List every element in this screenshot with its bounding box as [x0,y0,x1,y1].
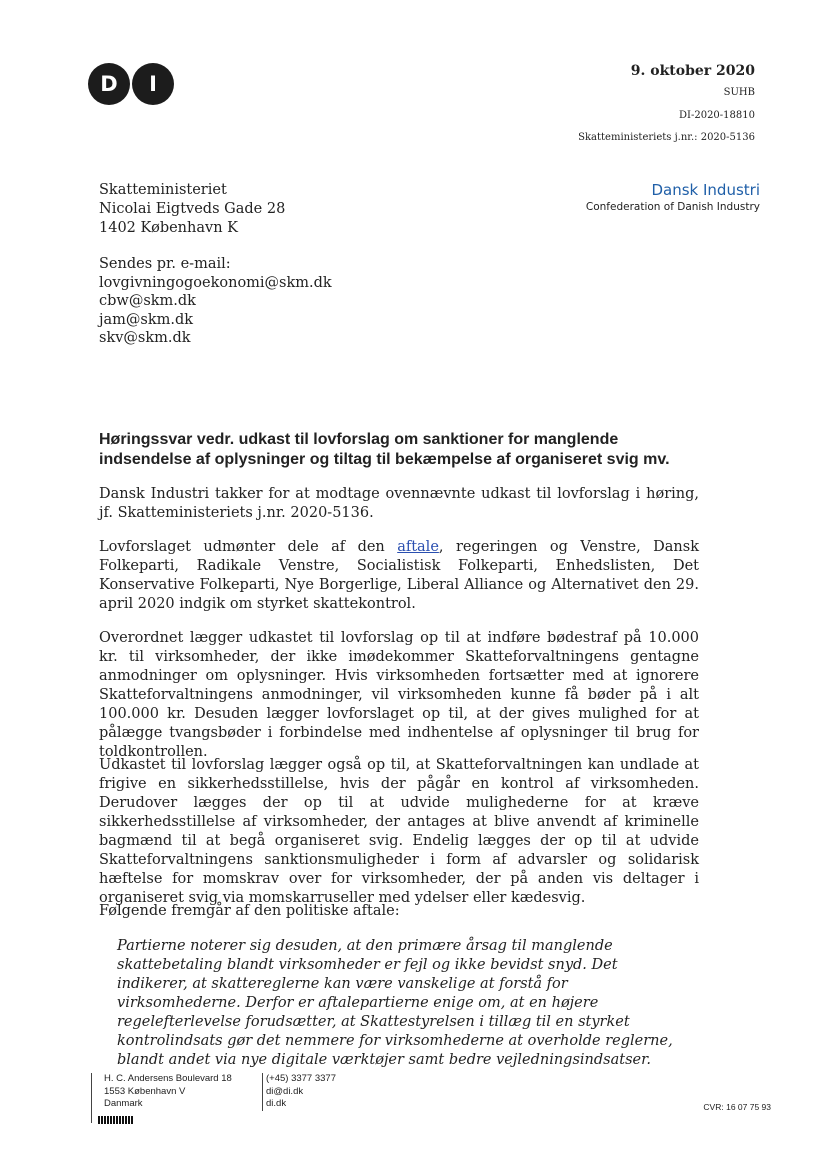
footer-address-line: Danmark [104,1098,143,1109]
body-paragraph-1: Dansk Industri takker for at modtage ovennævnte udkast til lovforslag i høring, jf. Skatteministeriets j.nr. 2020-5136. [99,486,699,521]
body-paragraph-4: Udkastet til lovforslag lægger også op til, at Skatteforvaltningen kan undlade at frigive en sikkerhedsstillelse, hvis der pågår en kontrol af virksomheden. Derudover lægges der op til at udvide mulighederne for at kræve sikkerhedsstillelse af virksomheder, der antages at blive anvendt af kriminelle bagmænd til at begå organiseret svig. Endelig lægges der op til at udvide Skatteforvaltningens sanktionsmuligheder i form af advarsler og solidarisk hæftelse for momskrav over for virksomheder, der på anden vis deltager i organiseret svig via momskarruseller med ydelser eller kædesvig. [99,757,699,906]
agreement-quote: Partierne noterer sig desuden, at den primære årsag til manglende skattebetaling blandt virksomheder er fejl og ikke bevidst snyd. Det indikerer, at skattereglerne kan være vanskelige at forstå for virksomhederne. Derfor er aftalepartierne enige om, at en højere regelefterlevelse forudsætter, at Skattestyrelsen i tillæg til en styrket kontrolindsats gør det nemmere for virksomhederne at overholde reglerne, blandt andet via nye digitale værktøjer samt bedre vejledningsindsatser. [117,938,673,1068]
brand-name: Dansk Industri [651,181,760,199]
recipient-line: 1402 København K [99,220,238,236]
footer-cvr: CVR: 16 07 75 93 [703,1102,771,1112]
paragraph-text: Lovforslaget udmønter dele af den [99,539,398,555]
letter-date: 9. oktober 2020 [630,63,755,79]
email-address: jam@skm.dk [99,311,194,328]
body-paragraph-3: Overordnet lægger udkastet til lovforslag op til at indføre bødestraf på 10.000 kr. til virksomheder, der ikke imødekommer Skatteforvaltningens gentagne anmodninger om oplysninger. Hvis virksomheden fortsætter med at ignorere Skatteforvaltningens anmodninger, vil virksomheden kunne få bøder på i alt 100.000 kr. Desuden lægger lovforslaget op til, at der gives mulighed for at pålægge tvangsbøder i forbindelse med indhentelse af oplysninger til brug for toldkontrollen. [99,630,699,760]
brand-block [586,181,760,213]
footer-address-line: 1553 København V [104,1085,186,1097]
email-block [99,255,332,348]
recipient-address [99,181,285,238]
footer-divider [91,1073,92,1123]
barcode [98,1116,134,1124]
agreement-link[interactable]: aftale [397,539,439,555]
ministry-journal-number: Skatteministeriets j.nr.: 2020-5136 [578,132,755,143]
recipient-line: Nicolai Eigtveds Gade 28 [99,201,286,217]
logo-letter-i: I [132,63,174,105]
footer-email[interactable]: di@di.dk [266,1085,304,1097]
author-initials: SUHB [723,87,755,98]
paragraph-text: , regeringen og Venstre, Dansk Folkeparti, Radikale Venstre, Socialistisk Folkeparti, Enhedslisten, Det Konservative Folkeparti, Nye Borgerlige, Liberal Alliance og Alternativet den 29. april 2020 indgik om styrket skattekontrol. [99,539,699,612]
body-paragraph-5: Følgende fremgår af den politiske aftale: [99,903,400,919]
footer-address-line: H. C. Andersens Boulevard 18 [104,1073,232,1084]
email-address: lovgivningogoekonomi@skm.dk [99,274,332,291]
recipient-line: Skatteministeriet [99,182,227,198]
footer-phone: (+45) 3377 3377 [266,1073,336,1084]
email-address: cbw@skm.dk [99,293,196,309]
di-logo [88,63,174,105]
body-paragraph-2 [99,538,699,614]
footer-contact [262,1073,336,1111]
email-label: Sendes pr. e-mail: [99,256,231,272]
brand-subtitle: Confederation of Danish Industry [585,201,760,213]
letter-subject: Høringssvar vedr. udkast til lovforslag om sanktioner for manglende indsendelse af oplysninger og tiltag til bekæmpelse af organiseret svig mv. [99,431,670,468]
footer-address [104,1073,232,1111]
reference-number: DI-2020-18810 [679,110,755,121]
logo-letter-d: D [88,63,130,105]
email-address: skv@skm.dk [99,330,191,346]
footer-website[interactable]: di.dk [266,1098,287,1109]
